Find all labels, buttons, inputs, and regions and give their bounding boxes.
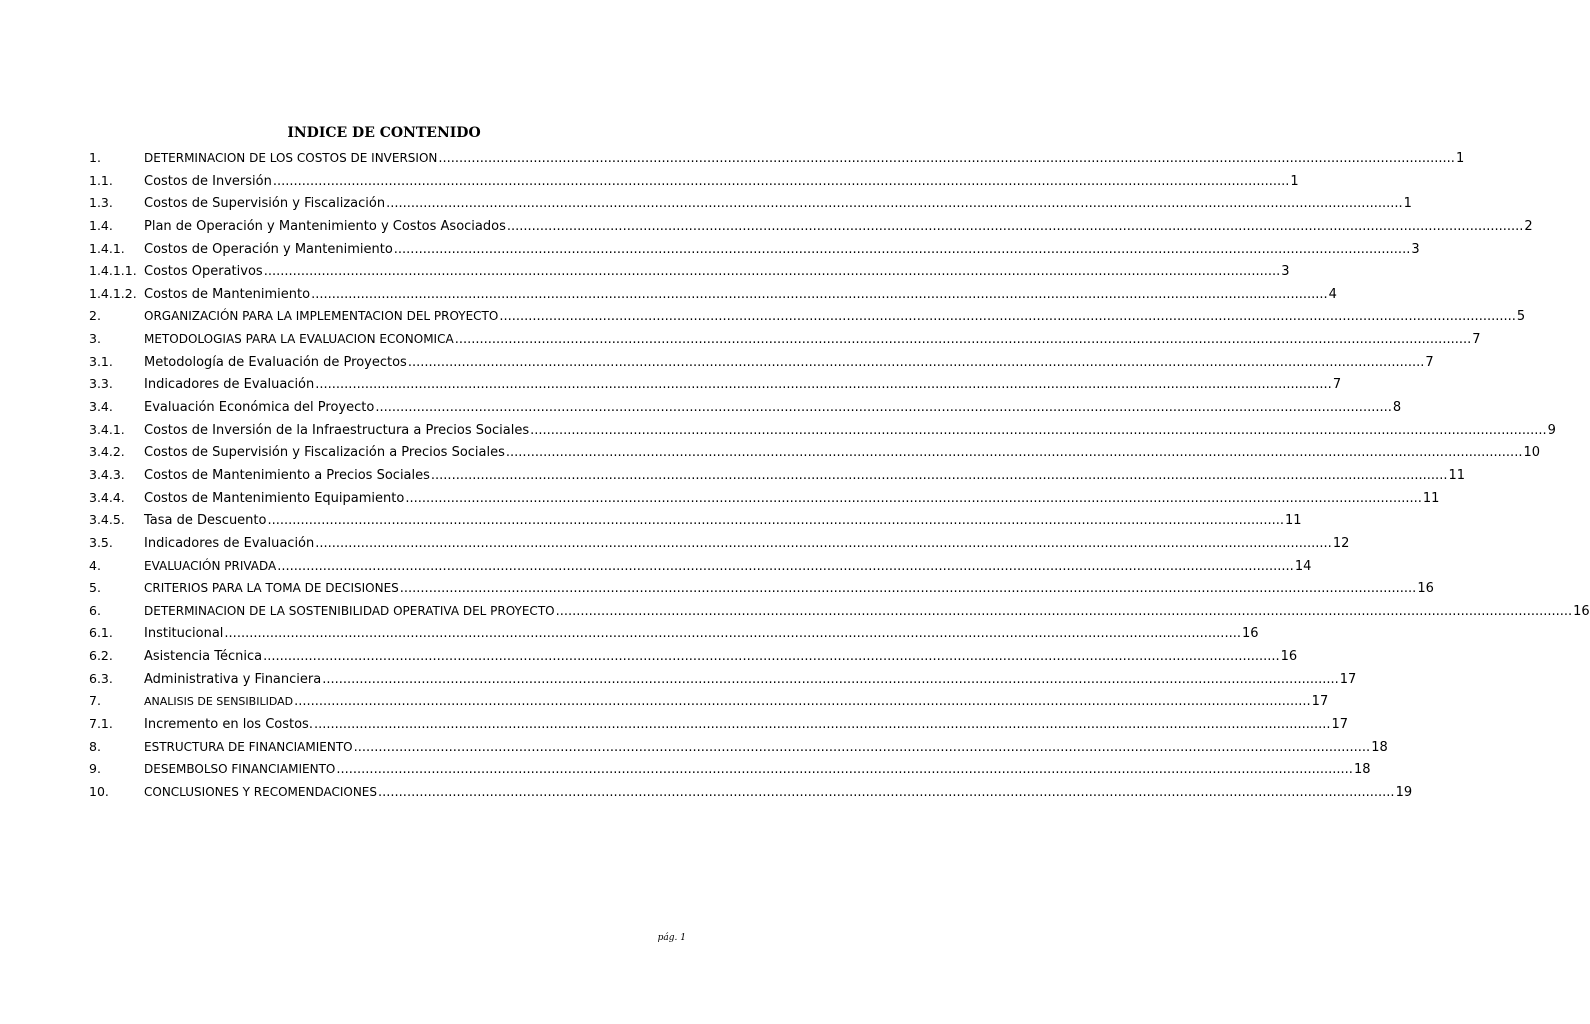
toc-entry[interactable] [89,419,1556,442]
toc-entry-number: 1.1. [89,172,113,188]
toc-entry[interactable] [89,238,1420,261]
toc-dot-leader [263,646,1280,669]
toc-entry-title: Costos de Mantenimiento Equipamiento [144,490,405,506]
toc-entry-page: 17 [1311,694,1329,710]
toc-dot-leader [336,759,1353,782]
toc-entry-number: 1.4.1.1. [89,263,137,279]
page-number: pág. 1 [657,933,686,943]
toc-entry-number: 8. [89,738,101,754]
toc-entry[interactable] [89,260,1290,283]
toc-dot-leader [375,397,1392,420]
toc-dot-leader [455,329,1472,352]
toc-dot-leader [294,691,1311,714]
toc-entry-page: 5 [1516,309,1526,325]
toc-entry[interactable] [89,283,1337,306]
toc-entry-page: 7 [1425,354,1434,370]
toc-entry-number: 1.4. [89,217,113,233]
toc-dot-leader [499,306,1516,329]
toc-entry-number: 1.3. [89,195,113,211]
toc-entry-title: ORGANIZACIÓN PARA LA IMPLEMENTACION DEL PROYECTO [144,309,499,324]
toc-entry-page: 16 [1573,603,1590,619]
toc-entry-title: Indicadores de Evaluación [144,377,315,393]
toc-entry[interactable] [89,622,1259,645]
toc-entry[interactable] [89,147,1465,170]
toc-entry-title: Costos de Mantenimiento [144,286,311,302]
toc-entry-number: 3.4.2. [89,444,125,460]
toc-entry-title: Metodología de Evaluación de Proyectos [144,354,407,370]
toc-dot-leader [394,239,1411,262]
toc-entry-page: 11 [1285,513,1302,529]
toc-entry-number: 3.4.4. [89,489,125,505]
toc-entry-title: Incremento en los Costos. [144,717,313,733]
toc-entry-number: 3.3. [89,376,113,392]
toc-entry-title: Costos de Inversión [144,173,272,189]
toc-entry[interactable] [89,668,1357,691]
toc-entry-page: 3 [1411,241,1420,257]
toc-entry-title: Evaluación Económica del Proyecto [144,400,375,416]
toc-entry[interactable] [89,555,1312,578]
toc-dot-leader [386,193,1403,216]
toc-entry-page: 18 [1371,739,1388,755]
toc-entry-title: EVALUACIÓN PRIVADA [144,558,277,573]
toc-entry[interactable] [89,373,1342,396]
toc-entry[interactable] [89,328,1481,351]
toc-title: INDICE DE CONTENIDO [287,125,481,141]
toc-entry-page: 11 [1422,490,1440,506]
toc-entry[interactable] [89,781,1413,804]
toc-entry-page: 8 [1392,400,1402,416]
toc-entry-page: 16 [1417,581,1434,597]
toc-entry-number: 3. [89,331,101,347]
toc-entry-number: 1.4.1.2. [89,285,137,301]
toc-entry-title: Indicadores de Evaluación [144,535,315,551]
toc-dot-leader [273,171,1290,194]
toc-entry-page: 4 [1328,286,1337,302]
toc-entry-title: Asistencia Técnica [144,649,263,665]
toc-entry-number: 1.4.1. [89,240,125,256]
toc-entry[interactable] [89,396,1402,419]
toc-dot-leader [267,510,1284,533]
toc-entry-page: 17 [1331,717,1349,733]
toc-entry-number: 3.4.1. [89,421,125,437]
toc-dot-leader [354,737,1371,760]
toc-entry-number: 6.1. [89,625,113,641]
toc-entry-title: METODOLOGIAS PARA LA EVALUACION ECONOMICA [144,332,454,347]
toc-entry-number: 3.1. [89,353,113,369]
toc-entry-title: Costos de Supervisión y Fiscalización a Precios Sociales [144,445,505,461]
toc-entry-page: 7 [1472,332,1481,348]
toc-entry[interactable] [89,170,1299,193]
toc-entry[interactable] [89,464,1466,487]
toc-entry-number: 4. [89,557,101,573]
toc-entry-page: 7 [1332,377,1342,393]
toc-dot-leader [378,782,1395,805]
toc-entry-page: 14 [1294,558,1312,574]
toc-dot-leader [405,488,1422,511]
toc-dot-leader [556,601,1573,624]
toc-dot-leader [315,374,1332,397]
toc-entry-title: Administrativa y Financiera [144,671,322,687]
toc-entry-page: 1 [1455,151,1465,166]
toc-dot-leader [506,442,1523,465]
toc-entry-number: 9. [89,761,101,777]
toc-dot-leader [311,284,1328,307]
toc-dot-leader [322,669,1339,692]
toc-entry[interactable] [89,758,1371,781]
toc-dot-leader [277,556,1294,579]
toc-dot-leader [224,623,1241,646]
toc-entry-page: 9 [1547,422,1556,438]
toc-entry[interactable] [89,509,1302,532]
toc-dot-leader [507,216,1524,239]
toc-entry-page: 19 [1395,784,1413,800]
toc-entry-number: 3.4.5. [89,512,125,528]
toc-entry[interactable] [89,487,1440,510]
toc-entry[interactable] [89,441,1541,464]
toc-entry-page: 17 [1339,671,1357,687]
toc-entry-page: 10 [1523,445,1541,461]
toc-entry-title: Tasa de Descuento [144,513,267,529]
toc-entry[interactable] [89,736,1388,759]
toc-entry-title: Costos Operativos [144,264,263,280]
toc-entry[interactable] [89,600,1590,623]
toc-entry-number: 3.5. [89,534,113,550]
toc-dot-leader [400,578,1417,601]
toc-dot-leader [438,148,1455,171]
toc-entry-page: 11 [1448,467,1466,483]
toc-entry[interactable] [89,351,1434,374]
toc-dot-leader [315,533,1332,556]
toc-entry-title: ANALISIS DE SENSIBILIDAD [144,695,294,709]
toc-entry-number: 5. [89,580,101,596]
toc-entry-page: 3 [1281,264,1290,280]
toc-dot-leader [408,352,1425,375]
toc-entry-page: 16 [1241,626,1259,642]
toc-entry-number: 6.2. [89,648,113,664]
toc-entry-number: 6.3. [89,670,113,686]
toc-entry-title: Institucional [144,626,224,642]
toc-dot-leader [431,465,1448,488]
toc-dot-leader [264,261,1281,284]
toc-entry[interactable] [89,305,1526,328]
toc-list [89,147,1590,804]
toc-entry-title: DESEMBOLSO FINANCIAMIENTO [144,762,336,777]
toc-entry-number: 1. [89,150,101,165]
toc-entry-title: Costos de Supervisión y Fiscalización [144,196,386,212]
toc-entry-title: Costos de Operación y Mantenimiento [144,241,393,257]
toc-entry[interactable] [89,690,1329,713]
toc-entry-number: 7. [89,693,101,709]
toc-dot-leader [530,420,1547,443]
toc-entry-number: 3.4. [89,399,113,415]
toc-entry[interactable] [89,713,1349,736]
toc-entry[interactable] [89,645,1298,668]
toc-entry-number: 10. [89,783,109,799]
toc-entry-title: CONCLUSIONES Y RECOMENDACIONES [144,784,378,799]
toc-entry[interactable] [89,192,1412,215]
toc-entry-page: 16 [1280,649,1298,665]
toc-entry-number: 6. [89,602,101,618]
toc-entry-number: 3.4.3. [89,466,125,482]
toc-entry[interactable] [89,215,1533,238]
toc-entry[interactable] [89,532,1350,555]
toc-entry-page: 18 [1353,762,1371,778]
toc-entry[interactable] [89,577,1434,600]
toc-entry-title: DETERMINACION DE LOS COSTOS DE INVERSION [144,151,438,165]
toc-entry-title: Costos de Inversión de la Infraestructura a Precios Sociales [144,422,530,438]
toc-entry-title: CRITERIOS PARA LA TOMA DE DECISIONES [144,581,399,596]
toc-dot-leader [314,714,1331,737]
toc-entry-page: 2 [1524,218,1533,234]
toc-entry-title: ESTRUCTURA DE FINANCIAMIENTO [144,739,353,754]
toc-entry-page: 12 [1332,535,1350,551]
toc-entry-title: Costos de Mantenimiento a Precios Sociales [144,467,430,483]
toc-entry-title: Plan de Operación y Mantenimiento y Costos Asociados [144,218,506,234]
toc-entry-number: 7.1. [89,716,113,732]
toc-entry-page: 1 [1403,196,1412,212]
toc-entry-page: 1 [1290,173,1299,189]
toc-entry-number: 2. [89,308,101,324]
toc-entry-title: DETERMINACION DE LA SOSTENIBILIDAD OPERATIVA DEL PROYECTO [144,603,555,618]
